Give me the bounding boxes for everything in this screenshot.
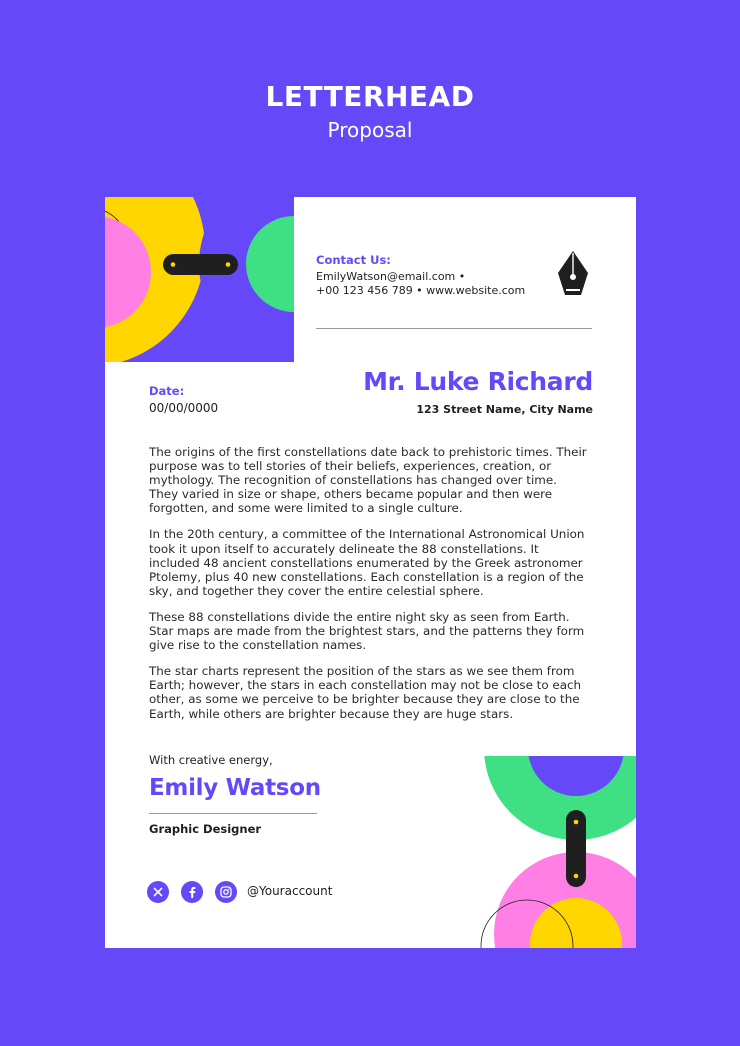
bottom-decoration [479, 756, 636, 948]
date-label: Date: [149, 384, 185, 398]
social-handle: @Youraccount [247, 884, 333, 898]
signature-divider [149, 813, 317, 814]
deco-pill-dot-right [226, 262, 231, 267]
top-decoration [105, 197, 294, 362]
closing-line: With creative energy, [149, 753, 273, 767]
letter-body [149, 445, 589, 733]
contact-title: Contact Us: [316, 253, 391, 267]
body-paragraph: The origins of the first constellations date back to prehistoric times. Their purpose was to tell stories of their beliefs, experiences, creation, or mythology. The recognition of constellations has changed over time. They varied in size or shape, others became popular and then were forgotten, and some were limited to a single culture. [149, 445, 587, 516]
contact-email: EmilyWatson@email.com • [316, 270, 466, 283]
date-value: 00/00/0000 [149, 401, 219, 415]
header-divider [316, 328, 592, 329]
sender-name: Emily Watson [149, 775, 321, 801]
page-subtitle: Proposal [327, 118, 413, 142]
deco-pill-dot-left [171, 262, 176, 267]
x-icon[interactable] [147, 881, 169, 903]
body-paragraph: The star charts represent the position of the stars as we see them from Earth; however, the stars in each constellation may not be close to each other, as some we perceive to be brighter because they are close to the Earth, while others are brighter because they are huge stars. [149, 664, 582, 721]
sender-role: Graphic Designer [149, 822, 262, 836]
page-title: LETTERHEAD [265, 80, 475, 113]
letterhead-sheet [105, 197, 636, 948]
instagram-icon[interactable] [215, 881, 237, 903]
recipient-name: Mr. Luke Richard [363, 367, 593, 396]
facebook-icon[interactable] [181, 881, 203, 903]
body-paragraph: In the 20th century, a committee of the International Astronomical Union took it upon itself to accurately delineate the 88 constellations. It included 48 ancient constellations enumerated by the Greek astronomer Ptolemy, plus 40 new constellations. Each constellation is a region of the sky, and together they cover the entire celestial sphere. [149, 527, 585, 598]
pen-nib-icon [554, 249, 592, 303]
recipient-address: 123 Street Name, City Name [416, 403, 593, 416]
contact-phone-website: +00 123 456 789 • www.website.com [316, 284, 526, 297]
body-paragraph: These 88 constellations divide the entire night sky as seen from Earth. Star maps are made from the brightest stars, and the patterns they form give rise to the constellation names. [149, 609, 585, 653]
